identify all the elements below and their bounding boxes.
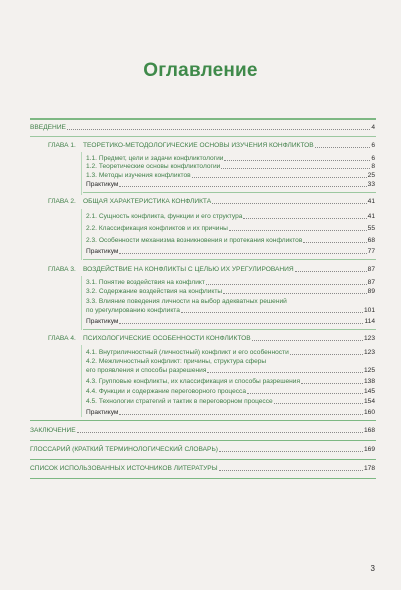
toc-item[interactable] (86, 172, 375, 180)
toc-item[interactable] (86, 307, 375, 315)
dot-leader (301, 383, 363, 384)
dot-leader (119, 323, 363, 324)
toc-item[interactable] (86, 248, 375, 256)
dot-leader (119, 253, 366, 254)
toc-item-page: 77 (367, 248, 375, 255)
toc-item[interactable] (86, 181, 375, 189)
toc-conclusion[interactable] (30, 427, 375, 435)
page-title: Оглавление (143, 60, 258, 81)
toc-glossary-text: ГЛОССАРИЙ (КРАТКИЙ ТЕРМИНОЛОГИЧЕСКИЙ СЛОВАРЬ) (30, 446, 218, 453)
chapter-1-title: ТЕОРЕТИКО-МЕТОДОЛОГИЧЕСКИЕ ОСНОВЫ ИЗУЧЕНИЯ КОНФЛИКТОВ (83, 142, 314, 149)
toc-item-text: Практикум (86, 318, 119, 325)
toc-item-page: 125 (363, 367, 375, 374)
toc-item-page: 154 (363, 398, 375, 405)
dot-leader (274, 403, 363, 404)
toc-conclusion-page: 168 (363, 427, 375, 434)
divider (30, 478, 376, 479)
toc-item-text: 1.2. Теоретические основы конфликтологии (86, 163, 221, 170)
toc-item[interactable] (86, 318, 375, 326)
dot-leader (67, 129, 370, 130)
toc-item[interactable] (86, 398, 375, 406)
toc-item-text: Практикум (86, 409, 119, 416)
dot-leader (223, 293, 367, 294)
chapter-1-page: 6 (371, 142, 375, 149)
toc-item-text: Практикум (86, 181, 119, 188)
toc-item-page: 33 (367, 181, 375, 188)
dot-leader (295, 271, 367, 272)
toc-item[interactable] (86, 378, 375, 386)
toc-item-page: 145 (363, 388, 375, 395)
toc-item-text: 1.3. Методы изучения конфликтов (86, 172, 191, 179)
chapter-3-label: ГЛАВА 3. (48, 266, 76, 273)
chapter-4-heading[interactable] (83, 335, 375, 343)
toc-item-text: 2.2. Классификация конфликтов и их причины (86, 225, 228, 232)
toc-item-text[interactable]: 3.3. Влияние поведения личности на выбор адекватных решений (86, 298, 287, 305)
toc-item-page: 25 (367, 172, 375, 179)
toc-item-text: 4.1. Внутриличностный (личностный) конфликт и его особенности (86, 349, 289, 356)
toc-item-page: 114 (364, 318, 375, 325)
toc-item[interactable] (86, 367, 375, 375)
dot-leader (229, 230, 367, 231)
toc-glossary-page: 169 (363, 446, 375, 453)
chapter-4-label: ГЛАВА 4. (48, 335, 76, 342)
toc-references-page: 178 (363, 465, 375, 472)
toc-item-page: 123 (363, 349, 375, 356)
dot-leader (290, 354, 363, 355)
divider (83, 329, 376, 330)
chapter-3-page: 87 (367, 266, 375, 273)
chapter-3-heading[interactable] (83, 266, 375, 274)
toc-references[interactable] (30, 465, 375, 473)
toc-item-text-cont: его проявления и способы разрешения (86, 367, 207, 374)
chapter-2-bracket (81, 209, 82, 260)
dot-leader (119, 186, 366, 187)
toc-item[interactable] (86, 349, 375, 357)
divider (83, 192, 376, 193)
toc-item-page: 87 (367, 279, 375, 286)
toc-item[interactable] (86, 225, 375, 233)
toc-item-page: 138 (363, 378, 375, 385)
divider (30, 459, 376, 460)
toc-item-page: 41 (367, 213, 375, 220)
chapter-1-bracket (81, 152, 82, 195)
toc-item-text: 3.2. Содержание воздействия на конфликты (86, 288, 223, 295)
divider (30, 420, 376, 421)
toc-item[interactable] (86, 213, 375, 221)
toc-item-text: 1.1. Предмет, цели и задачи конфликтологии (86, 155, 224, 162)
toc-item-page: 68 (367, 237, 375, 244)
dot-leader (243, 218, 366, 219)
dot-leader (207, 372, 363, 373)
page-number: 3 (370, 564, 375, 573)
dot-leader (77, 432, 363, 433)
toc-item-text: 4.3. Групповые конфликты, их классификация и способы разрешения (86, 378, 301, 385)
toc-item-text: 3.1. Понятие воздействия на конфликт (86, 279, 205, 286)
dot-leader (206, 284, 367, 285)
chapter-4-title: ПСИХОЛОГИЧЕСКИЕ ОСОБЕННОСТИ КОНФЛИКТОВ (83, 335, 251, 342)
chapter-4-bracket (81, 345, 82, 417)
toc-item-page: 8 (371, 163, 375, 170)
dot-leader (315, 147, 371, 148)
dot-leader (247, 393, 363, 394)
chapter-2-label: ГЛАВА 2. (48, 198, 76, 205)
divider (30, 136, 376, 137)
toc-item-text: 2.1. Сущность конфликта, функции и его структура (86, 213, 243, 220)
divider (83, 259, 376, 260)
chapter-1-heading[interactable] (83, 142, 375, 150)
chapter-2-title: ОБЩАЯ ХАРАКТЕРИСТИКА КОНФЛИКТА (83, 198, 212, 205)
dot-leader (119, 414, 363, 415)
toc-item[interactable] (86, 237, 375, 245)
toc-item-page: 160 (363, 409, 375, 416)
dot-leader (252, 340, 363, 341)
toc-item-page: 101 (363, 307, 375, 314)
toc-item-page: 55 (367, 225, 375, 232)
toc-intro[interactable] (30, 124, 375, 132)
dot-leader (303, 242, 366, 243)
toc-references-text: СПИСОК ИСПОЛЬЗОВАННЫХ ИСТОЧНИКОВ ЛИТЕРАТУРЫ (30, 465, 218, 472)
toc-item-page: 6 (371, 155, 375, 162)
toc-item[interactable] (86, 409, 375, 417)
chapter-1-label: ГЛАВА 1. (48, 142, 76, 149)
toc-item[interactable] (86, 163, 375, 171)
dot-leader (221, 168, 370, 169)
toc-item-text[interactable]: 4.2. Межличностный конфликт: причины, структура сферы (86, 358, 267, 365)
dot-leader (219, 451, 363, 452)
chapter-3-title: ВОЗДЕЙСТВИЕ НА КОНФЛИКТЫ С ЦЕЛЬЮ ИХ УРЕГУЛИРОВАНИЯ (83, 266, 294, 273)
toc-item-text-cont: по урегулированию конфликта (86, 307, 180, 314)
toc-item[interactable] (86, 388, 375, 396)
divider (30, 440, 376, 441)
toc-item[interactable] (86, 288, 375, 296)
toc-item-text: 4.4. Функции и содержание переговорного процесса (86, 388, 246, 395)
dot-leader (192, 177, 367, 178)
toc-item[interactable] (86, 155, 375, 163)
dot-leader (181, 312, 363, 313)
chapter-4-page: 123 (363, 335, 375, 342)
toc-item-text: 2.3. Особенности механизма возникновения и протекания конфликтов (86, 237, 303, 244)
toc-item-text: Практикум (86, 248, 119, 255)
toc-glossary[interactable] (30, 446, 375, 454)
chapter-3-bracket (81, 276, 82, 330)
toc-intro-page: 4 (371, 124, 375, 131)
toc-item[interactable] (86, 279, 375, 287)
toc-item-text: 4.5. Технологии стратегий и тактик в переговорном процессе (86, 398, 273, 405)
dot-leader (219, 470, 363, 471)
toc-intro-text: ВВЕДЕНИЕ (30, 124, 66, 131)
dot-leader (224, 160, 370, 161)
chapter-2-heading[interactable] (83, 198, 375, 206)
toc-item-page: 89 (367, 288, 375, 295)
chapter-2-page: 41 (367, 198, 375, 205)
top-rule (30, 118, 376, 120)
dot-leader (212, 203, 367, 204)
toc-conclusion-text: ЗАКЛЮЧЕНИЕ (30, 427, 76, 434)
